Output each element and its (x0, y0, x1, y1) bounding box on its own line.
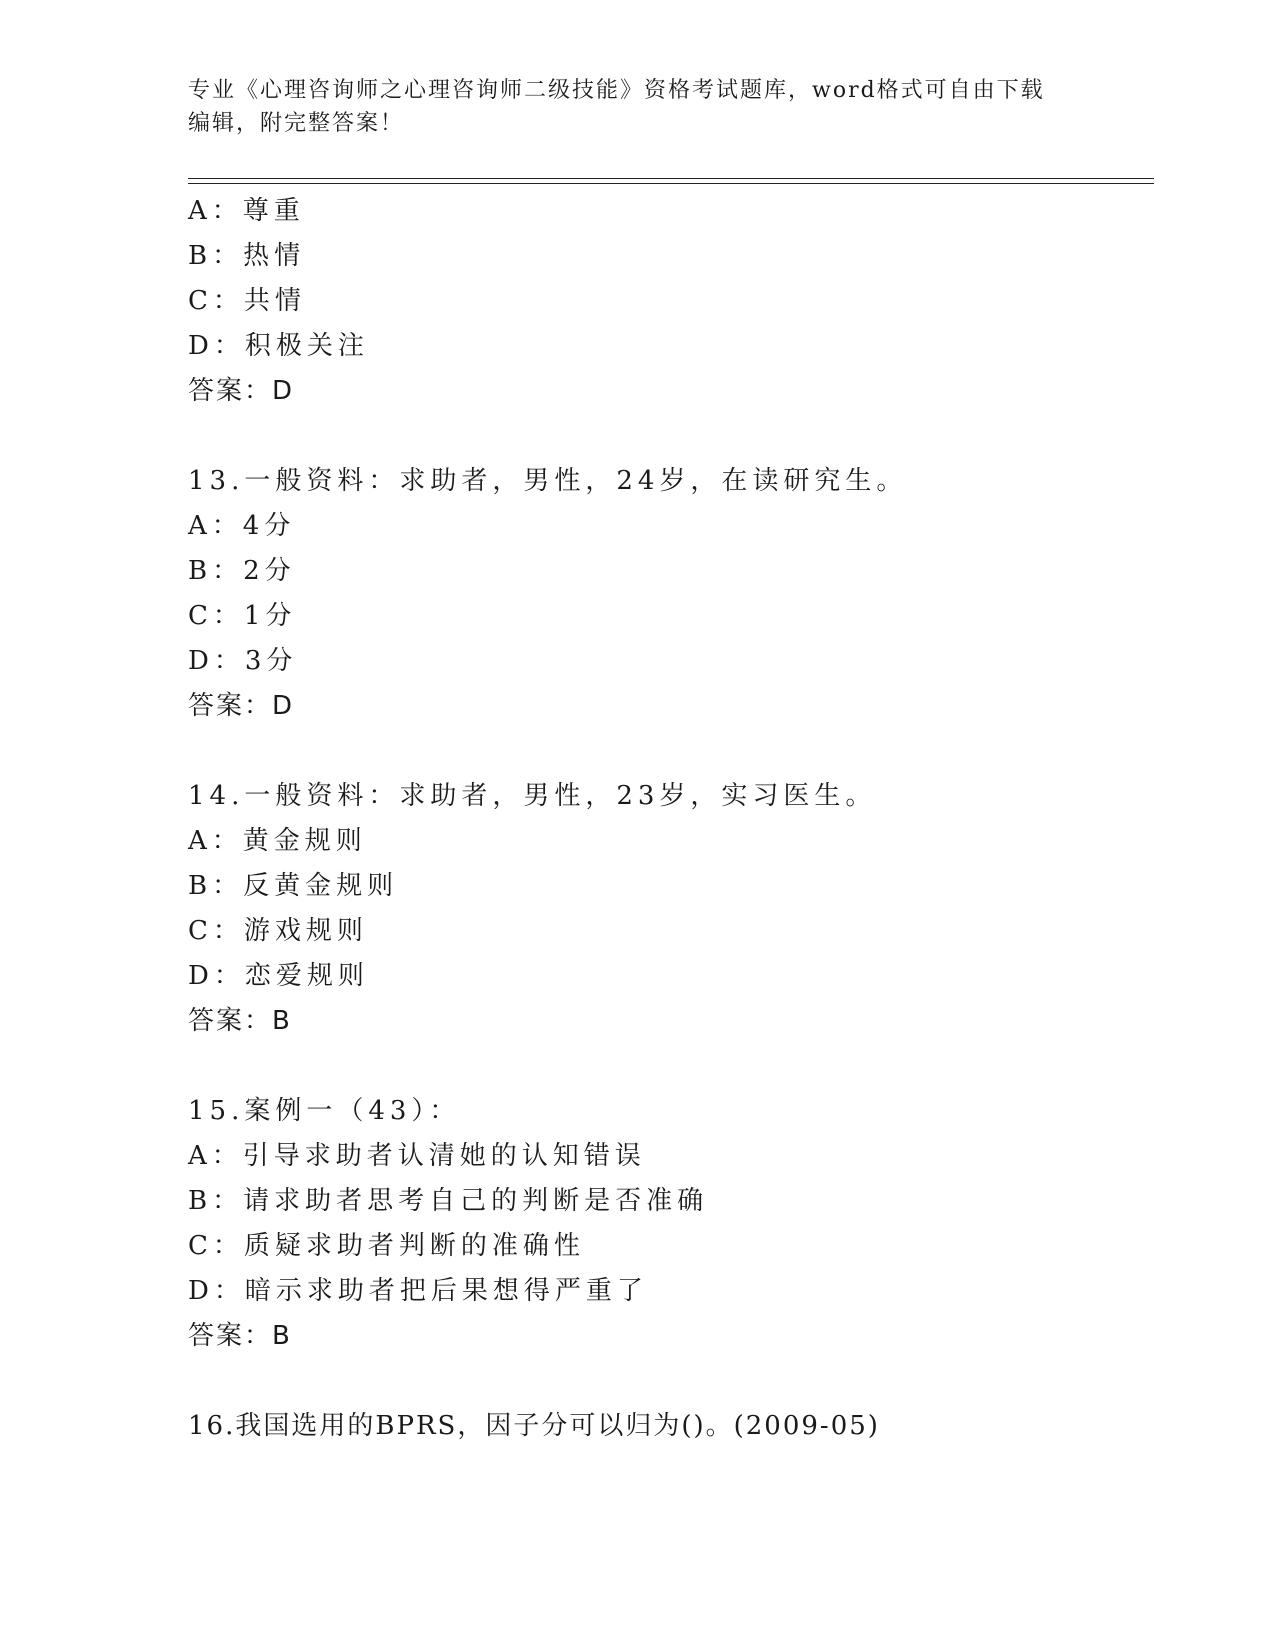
q14-question: 14.一般资料：求助者，男性，23岁，实习医生。 (188, 781, 877, 811)
q14-option-a: A：黄金规则 (188, 826, 367, 856)
header-divider-bottom (188, 183, 1154, 184)
q15-option-c: C：质疑求助者判断的准确性 (188, 1231, 585, 1261)
q15-answer: 答案：B (188, 1321, 292, 1351)
q16-question: 16.我国选用的BPRS，因子分可以归为()。(2009-05) (188, 1411, 880, 1441)
q14-option-b: B：反黄金规则 (188, 871, 399, 901)
q14-option-c: C：游戏规则 (188, 916, 368, 946)
header-divider-top (188, 178, 1154, 179)
q12-option-a: A：尊重 (188, 196, 305, 226)
q12-option-d: D：积极关注 (188, 331, 369, 361)
q13-option-a: A：4分 (188, 511, 296, 541)
q12-option-c: C：共情 (188, 286, 306, 316)
q15-option-a: A：引导求助者认清她的认知错误 (188, 1141, 646, 1171)
q13-option-c: C：1分 (188, 601, 297, 631)
q12-option-b: B：热情 (188, 241, 306, 271)
q13-option-d: D：3分 (188, 646, 298, 676)
q14-answer: 答案：B (188, 1006, 292, 1036)
header-line-2: 编辑，附完整答案！ (188, 111, 405, 136)
q15-option-b: B：请求助者思考自己的判断是否准确 (188, 1186, 709, 1216)
q15-option-d: D：暗示求助者把后果想得严重了 (188, 1276, 648, 1306)
q13-option-b: B：2分 (188, 556, 296, 586)
q13-answer: 答案：D (188, 691, 295, 721)
q13-question: 13.一般资料：求助者，男性，24岁，在读研究生。 (188, 466, 908, 496)
q15-question: 15.案例一（43）： (188, 1096, 461, 1126)
q14-option-d: D：恋爱规则 (188, 961, 369, 991)
document-header (188, 74, 1088, 140)
q12-answer: 答案：D (188, 376, 295, 406)
header-line-1: 专业《心理咨询师之心理咨询师二级技能》资格考试题库，word格式可自由下载 (188, 78, 1045, 103)
